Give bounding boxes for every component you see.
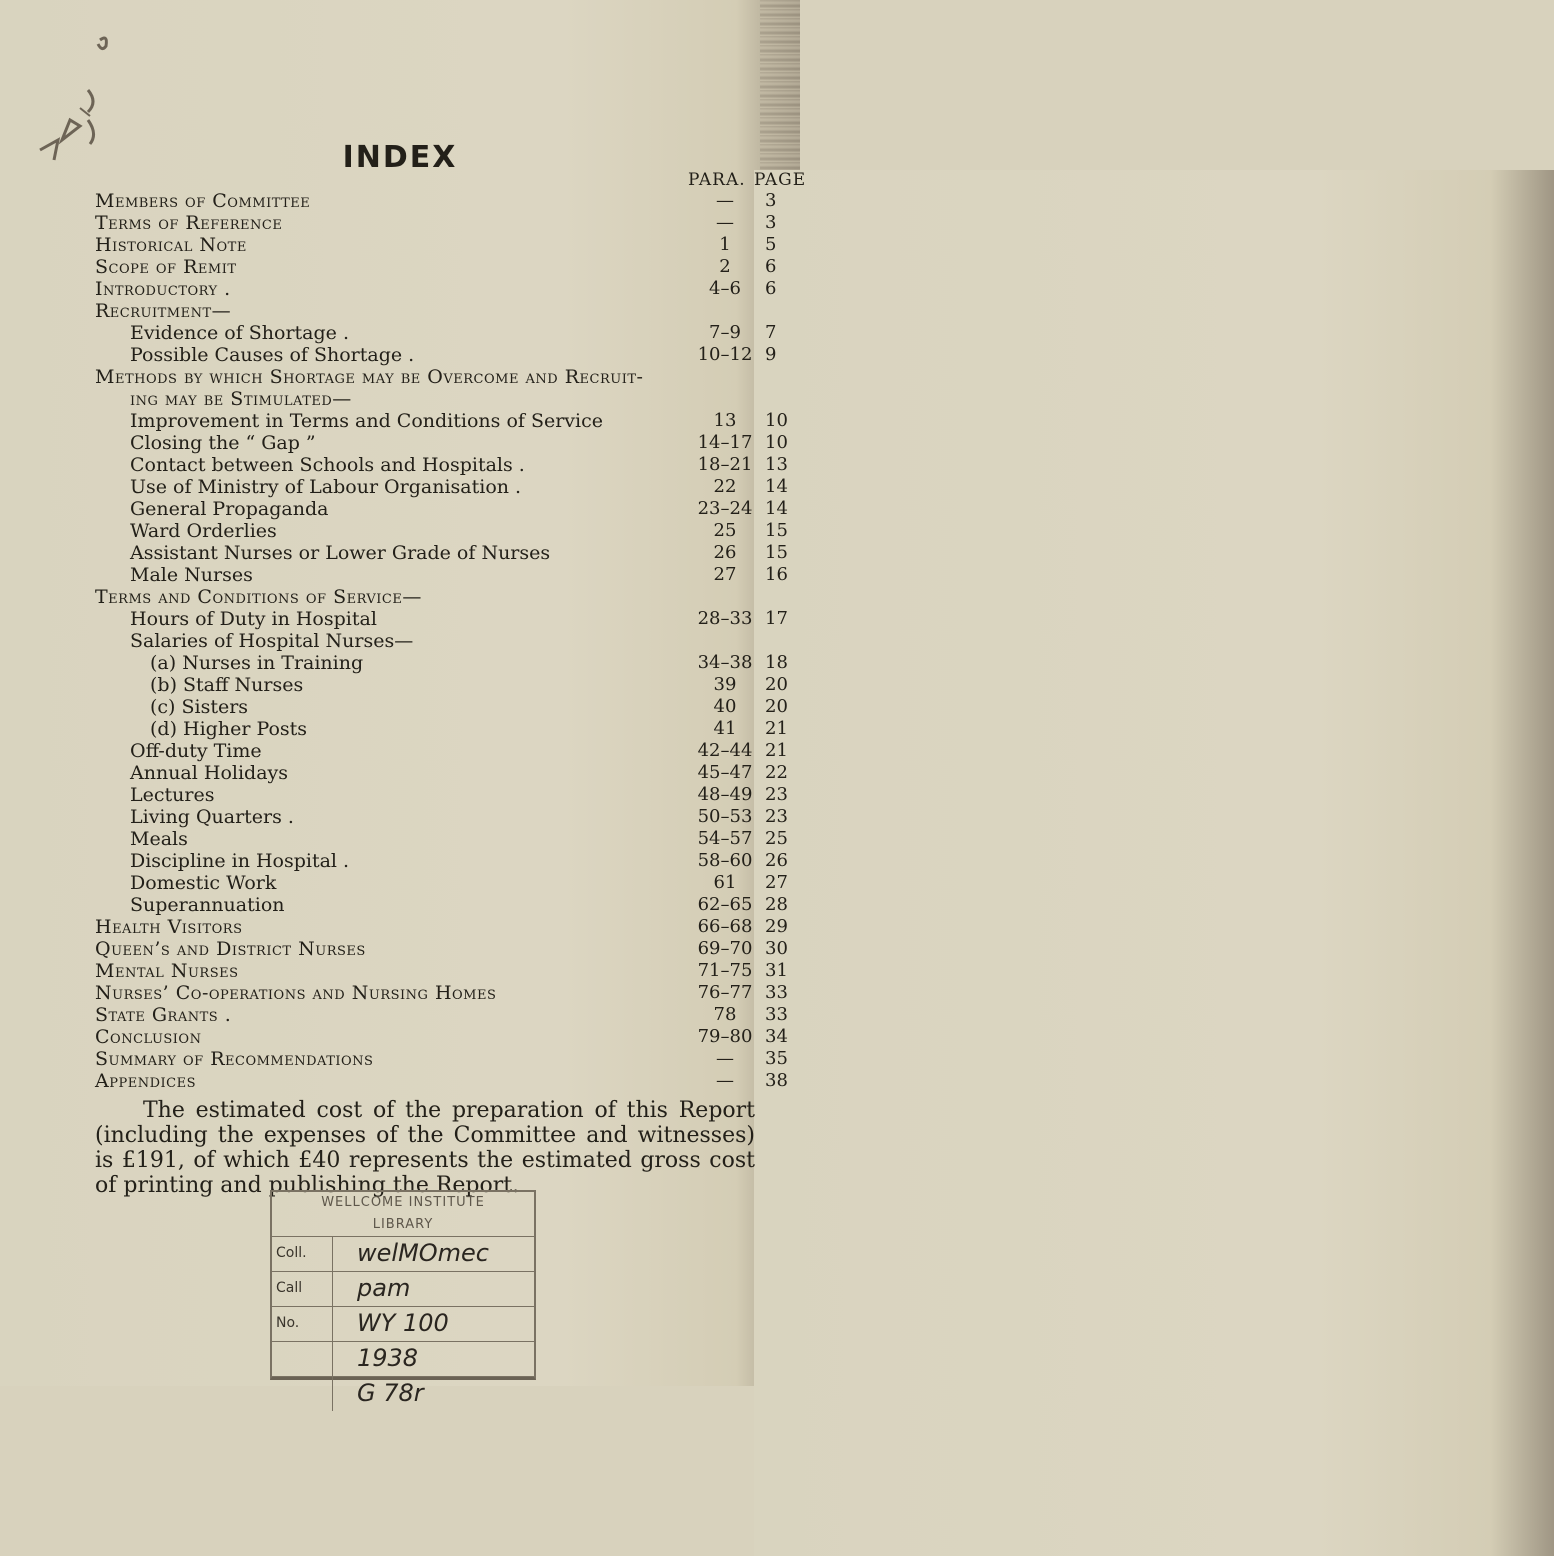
index-entry-page: 23 — [765, 784, 788, 805]
index-entry-page: 31 — [765, 960, 788, 981]
index-entry-label: (b) Staff Nurses — [150, 674, 304, 696]
index-entry-para: 41 — [713, 718, 737, 739]
stamp-row-value: G 78r — [357, 1379, 424, 1407]
index-entry-page: 3 — [765, 190, 777, 211]
index-entry-label: Terms of Reference — [95, 212, 283, 234]
index-entry — [0, 586, 800, 608]
index-entry — [0, 410, 800, 432]
index-entry — [0, 190, 800, 212]
index-entry-page: 17 — [765, 608, 788, 629]
index-entry — [0, 454, 800, 476]
index-entry-page: 6 — [765, 256, 777, 277]
index-entry-label: Historical Note — [95, 234, 247, 256]
index-entry — [0, 740, 800, 762]
index-entry-para: 4–6 — [709, 278, 741, 299]
index-entry-para: 14–17 — [697, 432, 753, 453]
library-stamp — [270, 1190, 536, 1407]
index-entry-label: Salaries of Hospital Nurses— — [130, 630, 414, 652]
index-entry-label: ing may be Stimulated— — [130, 388, 352, 410]
stamp-row — [272, 1306, 534, 1341]
index-entry-page: 38 — [765, 1070, 788, 1091]
index-entry — [0, 608, 800, 630]
stamp-row-value: 1938 — [357, 1344, 419, 1372]
index-entry-page: 14 — [765, 476, 788, 497]
index-entry-page: 23 — [765, 806, 788, 827]
index-entry-para: 28–33 — [697, 608, 753, 629]
index-entry — [0, 938, 800, 960]
index-entry — [0, 696, 800, 718]
index-entry-page: 21 — [765, 718, 788, 739]
index-entry-para: 7–9 — [709, 322, 741, 343]
index-entry-label: Recruitment— — [95, 300, 232, 322]
index-entry-para: 66–68 — [697, 916, 753, 937]
index-entry-label: Domestic Work — [130, 872, 277, 894]
index-entry-page: 33 — [765, 982, 788, 1003]
index-entry-para: 76–77 — [697, 982, 753, 1003]
stamp-row-caption: Call — [276, 1280, 303, 1296]
index-entry — [0, 784, 800, 806]
index-entry-label: Possible Causes of Shortage . — [130, 344, 415, 366]
index-entry-para: 1 — [719, 234, 731, 255]
index-entry-page: 9 — [765, 344, 777, 365]
page-column-header: PAGE — [754, 170, 1554, 1556]
index-entry — [0, 344, 800, 366]
index-entry-page: 3 — [765, 212, 777, 233]
index-entry-page: 29 — [765, 916, 788, 937]
index-entry-label: Nurses’ Co-operations and Nursing Homes — [95, 982, 497, 1004]
index-entry — [0, 828, 800, 850]
stamp-row-value: welMOmec — [357, 1239, 489, 1267]
index-entry-para: 69–70 — [697, 938, 753, 959]
index-entry — [0, 872, 800, 894]
index-entry — [0, 520, 800, 542]
index-entry — [0, 916, 800, 938]
index-entry-label: Appendices — [95, 1070, 196, 1092]
index-entry-para: — — [716, 1048, 734, 1069]
index-entry-para: 71–75 — [697, 960, 753, 981]
index-entry-label: (d) Higher Posts — [150, 718, 308, 740]
index-entry-label: Methods by which Shortage may be Overcome and Recruit- — [95, 366, 644, 388]
index-entry-para: 26 — [713, 542, 737, 563]
index-entry-label: Closing the “ Gap ” — [130, 432, 316, 454]
stamp-row — [272, 1341, 534, 1376]
index-entry — [0, 278, 800, 300]
index-entry-para: 48–49 — [697, 784, 753, 805]
index-entry-para: 42–44 — [697, 740, 753, 761]
index-entry-para: — — [716, 190, 734, 211]
index-entry-label: Lectures — [130, 784, 215, 806]
stamp-divider — [332, 1307, 333, 1341]
index-entry — [0, 982, 800, 1004]
stamp-row-value: WY 100 — [357, 1309, 449, 1337]
stamp-header-line-1: WELLCOME INSTITUTE — [321, 1195, 485, 1210]
stamp-header-line-2: LIBRARY — [372, 1217, 434, 1232]
index-entry-para: 45–47 — [697, 762, 753, 783]
index-entry — [0, 476, 800, 498]
index-entry-page: 33 — [765, 1004, 788, 1025]
para-column-header: PARA. — [688, 170, 746, 190]
index-entry-label: Use of Ministry of Labour Organisation . — [130, 476, 522, 498]
index-entry — [0, 322, 800, 344]
index-entry-label: Ward Orderlies — [130, 520, 277, 542]
index-entry-page: 35 — [765, 1048, 788, 1069]
index-entry-label: Health Visitors — [95, 916, 243, 938]
index-entry-para: 39 — [713, 674, 737, 695]
index-entry-para: — — [716, 212, 734, 233]
index-entry — [0, 630, 800, 652]
index-entry — [0, 432, 800, 454]
index-entry-page: 16 — [765, 564, 788, 585]
index-entry-para: 62–65 — [697, 894, 753, 915]
index-entry-para: 58–60 — [697, 850, 753, 871]
index-entry-label: Mental Nurses — [95, 960, 239, 982]
index-entry — [0, 388, 800, 410]
index-entry — [0, 234, 800, 256]
stamp-divider — [332, 1342, 333, 1376]
index-entry-label: Discipline in Hospital . — [130, 850, 350, 872]
stamp-row-caption: No. — [276, 1315, 300, 1331]
pencil-mark-icon — [30, 20, 120, 160]
stamp-row — [272, 1271, 534, 1306]
index-entry-page: 20 — [765, 674, 788, 695]
index-entry-page: 28 — [765, 894, 788, 915]
index-entry-para: 50–53 — [697, 806, 753, 827]
document-page — [0, 0, 807, 1407]
index-entry-label: Living Quarters . — [130, 806, 294, 828]
index-entry-label: Introductory . — [95, 278, 231, 300]
index-entry-para: — — [716, 1070, 734, 1091]
index-list — [0, 190, 800, 1092]
index-entry-page: 25 — [765, 828, 788, 849]
stamp-row-caption: Coll. — [276, 1245, 307, 1261]
index-entry-page: 26 — [765, 850, 788, 871]
index-entry-page: 5 — [765, 234, 777, 255]
index-entry-para: 18–21 — [697, 454, 753, 475]
index-entry-para: 23–24 — [697, 498, 753, 519]
index-entry-label: State Grants . — [95, 1004, 232, 1026]
index-entry — [0, 1070, 800, 1092]
index-entry — [0, 1004, 800, 1026]
index-entry-label: Superannuation — [130, 894, 285, 916]
index-entry-label: Summary of Recommendations — [95, 1048, 374, 1070]
index-entry — [0, 762, 800, 784]
index-entry-label: Assistant Nurses or Lower Grade of Nurses — [130, 542, 551, 564]
index-entry-label: General Propaganda — [130, 498, 329, 520]
stamp-row — [272, 1236, 534, 1271]
index-entry-label: Male Nurses — [130, 564, 253, 586]
index-entry-label: Hours of Duty in Hospital — [130, 608, 377, 630]
index-entry-para: 34–38 — [697, 652, 753, 673]
index-entry-label: Members of Committee — [95, 190, 311, 212]
stamp-row — [272, 1376, 534, 1411]
index-entry-page: 22 — [765, 762, 788, 783]
index-entry-label: (c) Sisters — [150, 696, 249, 718]
index-entry — [0, 564, 800, 586]
index-entry — [0, 300, 800, 322]
index-entry — [0, 652, 800, 674]
index-entry-label: Queen’s and District Nurses — [95, 938, 366, 960]
index-entry-page: 15 — [765, 542, 788, 563]
index-entry-para: 13 — [713, 410, 737, 431]
index-entry-para: 2 — [719, 256, 731, 277]
index-entry-page: 18 — [765, 652, 788, 673]
index-entry-para: 22 — [713, 476, 737, 497]
index-entry — [0, 1026, 800, 1048]
index-entry-para: 40 — [713, 696, 737, 717]
index-entry-para: 54–57 — [697, 828, 753, 849]
index-entry-label: Meals — [130, 828, 188, 850]
index-entry — [0, 960, 800, 982]
index-entry-label: Scope of Remit — [95, 256, 237, 278]
index-entry-para: 78 — [713, 1004, 737, 1025]
index-entry-page: 34 — [765, 1026, 788, 1047]
stamp-divider — [332, 1377, 333, 1411]
index-entry-page: 13 — [765, 454, 788, 475]
index-entry-label: (a) Nurses in Training — [150, 652, 364, 674]
index-entry-page: 21 — [765, 740, 788, 761]
index-entry-label: Terms and Conditions of Service— — [95, 586, 422, 608]
index-entry-label: Off-duty Time — [130, 740, 262, 762]
index-entry-para: 25 — [713, 520, 737, 541]
index-entry-label: Conclusion — [95, 1026, 202, 1048]
index-entry — [0, 256, 800, 278]
index-entry-page: 20 — [765, 696, 788, 717]
index-entry — [0, 674, 800, 696]
index-entry-para: 10–12 — [697, 344, 753, 365]
index-entry — [0, 894, 800, 916]
index-entry — [0, 498, 800, 520]
index-entry-para: 27 — [713, 564, 737, 585]
stamp-rows — [272, 1236, 534, 1411]
index-entry-page: 15 — [765, 520, 788, 541]
index-entry-label: Evidence of Shortage . — [130, 322, 349, 344]
index-entry-page: 7 — [765, 322, 777, 343]
index-entry-page: 14 — [765, 498, 788, 519]
index-entry-label: Improvement in Terms and Conditions of Service — [130, 410, 603, 432]
stamp-row-value: pam — [357, 1274, 411, 1302]
index-entry-page: 27 — [765, 872, 788, 893]
cost-note: The estimated cost of the preparation of this Report (including the expenses of the Committee and witnesses) is £191, of which £40 represents the estimated gross cost of printing and publishing the Report. — [95, 1098, 755, 1198]
index-entry — [0, 366, 800, 388]
index-entry — [0, 718, 800, 740]
index-entry-page: 6 — [765, 278, 777, 299]
index-entry-label: Contact between Schools and Hospitals . — [130, 454, 525, 476]
index-entry — [0, 850, 800, 872]
index-entry-para: 79–80 — [697, 1026, 753, 1047]
index-entry — [0, 212, 800, 234]
index-entry-page: 10 — [765, 410, 788, 431]
index-entry — [0, 542, 800, 564]
index-entry — [0, 806, 800, 828]
index-entry — [0, 1048, 800, 1070]
index-entry-page: 10 — [765, 432, 788, 453]
stamp-divider — [332, 1272, 333, 1306]
index-entry-page: 30 — [765, 938, 788, 959]
index-entry-para: 61 — [713, 872, 737, 893]
stamp-divider — [332, 1237, 333, 1271]
index-entry-label: Annual Holidays — [130, 762, 289, 784]
page-title: INDEX — [342, 140, 458, 175]
